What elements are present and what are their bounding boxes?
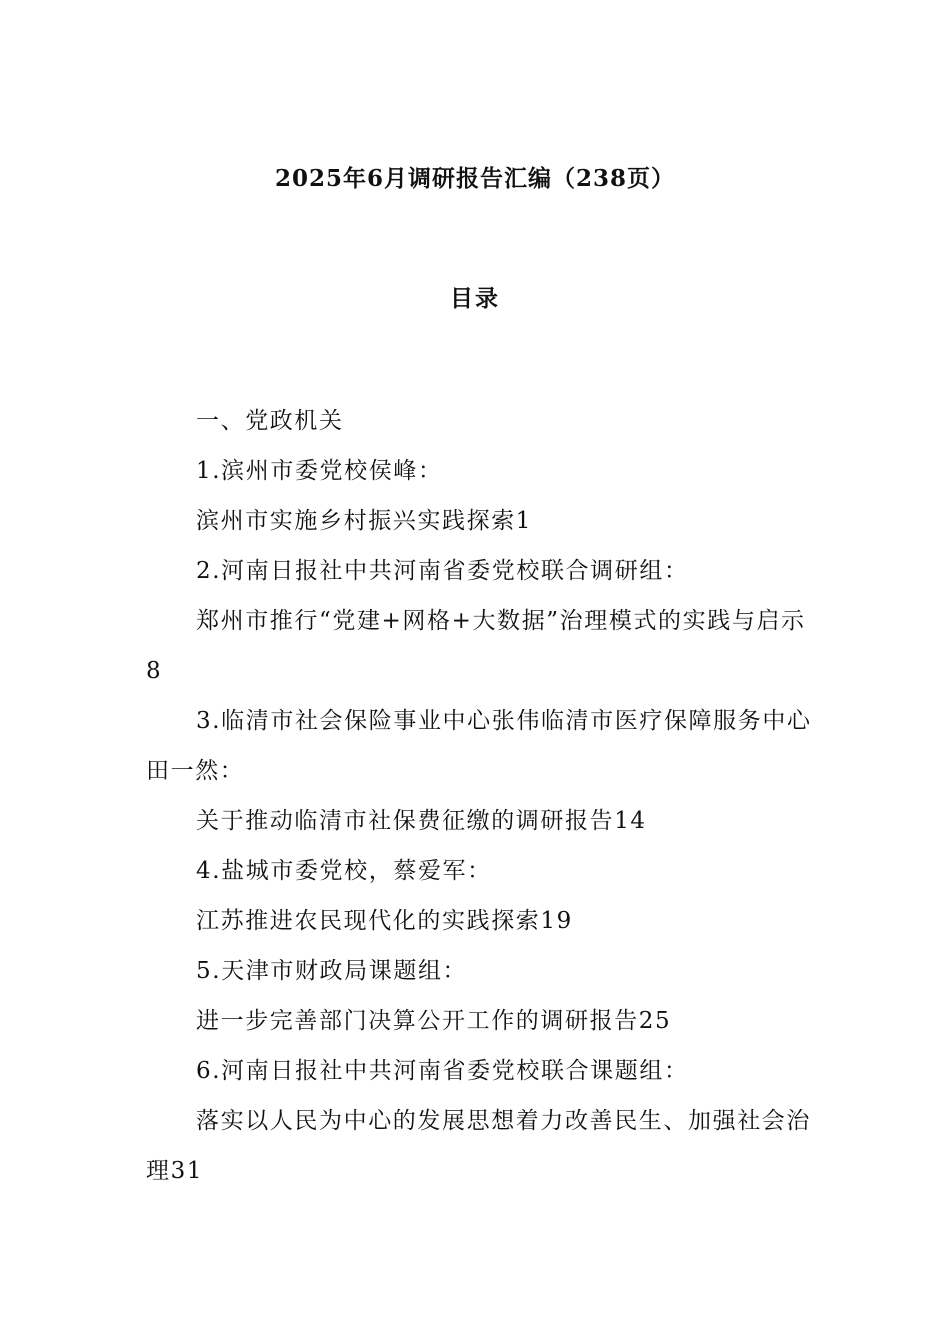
toc-entry-author: 4.盐城市委党校，蔡爱军： (196, 858, 492, 884)
toc-entry-author: 1.滨州市委党校侯峰： (196, 458, 443, 484)
toc-entry-title: 落实以人民为中心的发展思想着力改善民生、加强社会治理31 (146, 1108, 811, 1184)
toc-entry-author: 2.河南日报社中共河南省委党校联合调研组： (196, 558, 689, 584)
toc-entry-author: 6.河南日报社中共河南省委党校联合课题组： (196, 1058, 689, 1084)
document-title: 2025年6月调研报告汇编（238页） (274, 165, 676, 192)
toc-entry-author: 3.临清市社会保险事业中心张伟临清市医疗保障服务中心田一然： (146, 708, 812, 784)
toc-entry-title: 滨州市实施乡村振兴实践探索1 (196, 508, 533, 534)
toc-entry-title: 郑州市推行“党建+网格+大数据”治理模式的实践与启示8 (146, 608, 806, 684)
toc-entry-title: 关于推动临清市社保费征缴的调研报告14 (196, 808, 647, 834)
table-of-contents (146, 396, 814, 1196)
toc-section-heading: 一、党政机关 (196, 408, 344, 434)
toc-heading: 目录 (450, 285, 500, 312)
toc-entry-title: 江苏推进农民现代化的实践探索19 (196, 908, 573, 934)
toc-entry-title: 进一步完善部门决算公开工作的调研报告25 (196, 1008, 672, 1034)
toc-entry-author: 5.天津市财政局课题组： (196, 958, 468, 984)
